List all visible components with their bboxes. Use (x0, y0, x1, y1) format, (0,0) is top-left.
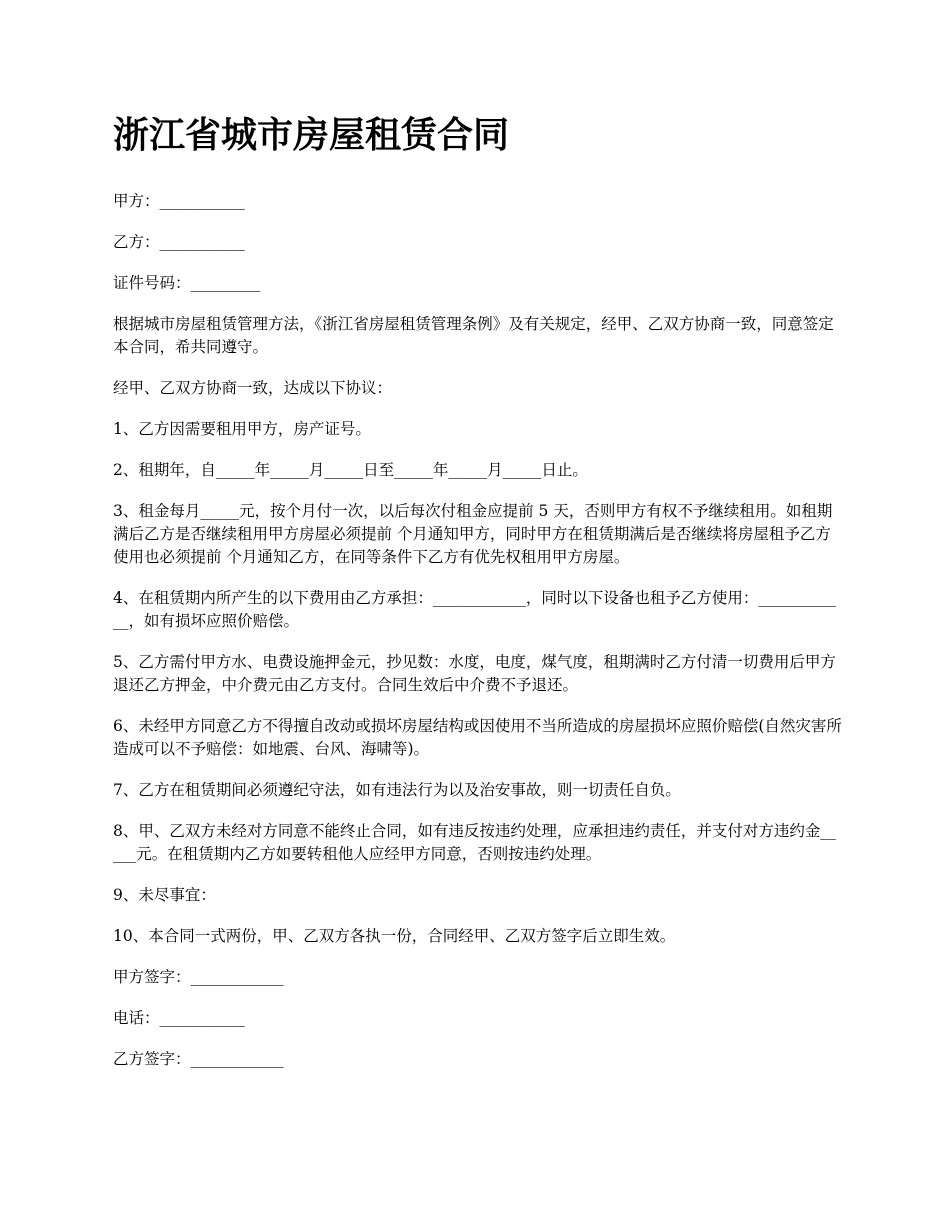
clause-5: 5、乙方需付甲方水、电费设施押金元，抄见数：水度，电度，煤气度，租期满时乙方付清一切费用后甲方退还乙方押金，中介费元由乙方支付。合同生效后中介费不予退还。 (113, 653, 836, 694)
document-title: 浙江省城市房屋租赁合同 (113, 115, 510, 156)
party-b-signature: 乙方签字：____________ (113, 1050, 284, 1068)
id-number-field: 证件号码：_________ (113, 274, 261, 292)
clause-6: 6、未经甲方同意乙方不得擅自改动或损坏房屋结构或因使用不当所造成的房屋损坏应照价赔偿(自然灾害所造成可以不予赔偿：如地震、台风、海啸等)。 (113, 717, 842, 758)
clause-9: 9、未尽事宜： (113, 886, 216, 904)
party-b-field: 乙方：___________ (113, 233, 245, 251)
clause-7: 7、乙方在租赁期间必须遵纪守法，如有违法行为以及治安事故，则一切责任自负。 (113, 781, 681, 799)
clause-10: 10、本合同一式两份，甲、乙双方各执一份，合同经甲、乙双方签字后立即生效。 (113, 927, 676, 945)
contract-page (113, 112, 843, 1089)
clause-3: 3、租金每月_____元，按个月付一次，以后每次付租金应提前 5 天，否则甲方有权不予继续租用。如租期满后乙方是否继续租用甲方房屋必须提前 个月通知甲方，同时甲方在租赁期满后是否继续将房屋租予乙方使用也必须提前 个月通知乙方，在同等条件下乙方有优先权租用甲方房屋。 (113, 502, 833, 566)
clause-4: 4、在租赁期内所产生的以下费用由乙方承担：____________，同时以下设备也租予乙方使用：____________，如有损坏应照价赔偿。 (113, 589, 836, 630)
clause-2: 2、租期年，自_____年_____月_____日至_____年_____月_____日止。 (113, 461, 588, 479)
agreement-intro: 经甲、乙双方协商一致，达成以下协议： (113, 379, 393, 397)
clause-8: 8、甲、乙双方未经对方同意不能终止合同，如有违反按违约处理，应承担违约责任，并支付对方违约金_____元。在租赁期内乙方如要转租他人应经甲方同意，否则按违约处理。 (113, 822, 836, 863)
preamble-paragraph: 根据城市房屋租赁管理方法，《浙江省房屋租赁管理条例》及有关规定，经甲、乙双方协商一致，同意签定本合同，希共同遵守。 (113, 315, 834, 356)
party-a-field: 甲方：___________ (113, 192, 245, 210)
phone-field: 电话：___________ (113, 1009, 245, 1027)
clause-1: 1、乙方因需要租用甲方，房产证号。 (113, 420, 371, 438)
party-a-signature: 甲方签字：____________ (113, 968, 284, 986)
